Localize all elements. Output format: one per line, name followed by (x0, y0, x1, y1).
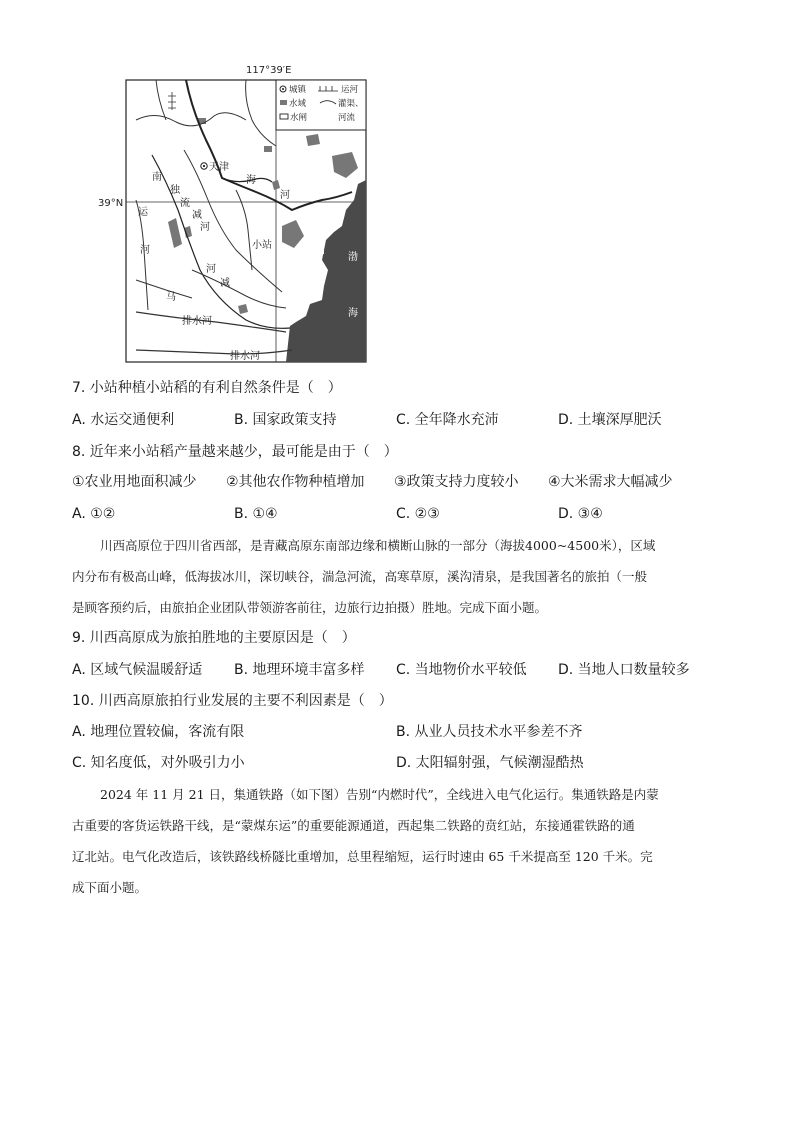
label-he-2: 河 (200, 222, 210, 233)
q9-option-a[interactable]: A. 区域气候温暖舒适 (72, 662, 203, 678)
q8-option-d[interactable]: D. ③④ (558, 506, 603, 522)
label-he-3: 河 (140, 245, 150, 256)
q8-item-3: ③政策支持力度较小 (394, 474, 519, 490)
q7-option-b[interactable]: B. 国家政策支持 (234, 412, 337, 428)
q9-option-b[interactable]: B. 地理环境丰富多样 (234, 662, 365, 678)
q8-option-a[interactable]: A. ①② (72, 506, 116, 522)
passage-jitong-railway (72, 779, 722, 903)
q10-option-d[interactable]: D. 太阳辐射强，气候潮湿酷热 (396, 755, 584, 771)
latitude-label: 39°N (98, 198, 124, 209)
label-paishuihe-1: 排水河 (182, 316, 212, 327)
label-jian-2: 减 (220, 278, 230, 289)
legend-irrigation-2: 河流 (338, 113, 356, 123)
q8-stem: 8. 近年来小站稻产量越来越少，最可能是由于（ ） (72, 444, 398, 460)
label-du: 独 (170, 185, 180, 196)
legend-city: 城镇 (289, 85, 307, 95)
q8-item-4: ④大米需求大幅减少 (548, 474, 673, 490)
map-svg (96, 60, 376, 365)
label-he-4: 河 (206, 264, 216, 275)
q10-option-b[interactable]: B. 从业人员技术水平参差不齐 (396, 724, 583, 740)
legend-sluice: 水闸 (290, 113, 308, 123)
label-paishuihe-2: 排水河 (230, 351, 260, 362)
label-bo: 渤 (348, 252, 358, 263)
q9-stem: 9. 川西高原成为旅拍胜地的主要原因是（ ） (72, 630, 356, 646)
longitude-label: 117°39′E (246, 65, 292, 76)
label-nan: 南 (152, 172, 162, 183)
q8-option-b[interactable]: B. ①④ (234, 506, 278, 522)
label-he-1: 河 (280, 190, 290, 201)
passage-1-line-1: 川西高原位于四川省西部，是青藏高原东南部边缘和横断山脉的一部分（海拔4000~4500米），区域 (100, 538, 656, 553)
passage-1-line-3: 是顾客预约后，由旅拍企业团队带领游客前往，边旅行边拍摄）胜地。完成下面小题。 (72, 600, 548, 615)
map-figure (96, 60, 376, 365)
q8-item-1: ①农业用地面积减少 (72, 474, 197, 490)
q10-option-a[interactable]: A. 地理位置较偏，客流有限 (72, 724, 245, 740)
passage-sichuan-plateau (72, 530, 722, 623)
label-ma: 马 (166, 292, 176, 303)
passage-2-line-1: 2024 年 11 月 21 日，集通铁路（如下图）告别“内燃时代”，全线进入电气化运行。集通铁路是内蒙 (100, 787, 659, 802)
passage-1-line-2: 内分布有极高山峰，低海拔冰川，深切峡谷，湍急河流，高寒草原，溪沟清泉，是我国著名的旅拍（一般 (72, 569, 648, 584)
legend-irrigation: 灌渠、 (338, 99, 364, 109)
water-body-2 (306, 134, 320, 146)
passage-2-line-2: 古重要的客货运铁路干线，是“蒙煤东运”的重要能源通道，西起集二铁路的贲红站，东接通霍铁路的通 (72, 818, 635, 833)
q8-option-c[interactable]: C. ②③ (396, 506, 440, 522)
label-hai-2: 海 (348, 308, 358, 319)
q10-option-c[interactable]: C. 知名度低，对外吸引力小 (72, 755, 245, 771)
label-jian: 减 (192, 210, 202, 221)
label-liu: 流 (180, 198, 190, 209)
q7-option-d[interactable]: D. 土壤深厚肥沃 (558, 412, 662, 428)
q9-option-d[interactable]: D. 当地人口数量较多 (558, 662, 690, 678)
q7-option-a[interactable]: A. 水运交通便利 (72, 412, 175, 428)
passage-2-line-4: 成下面小题。 (72, 880, 148, 895)
passage-2-line-3: 辽北站。电气化改造后，该铁路线桥隧比重增加，总里程缩短，运行时速由 65 千米提高至 120 千米。完 (72, 849, 653, 864)
label-yun: 运 (138, 207, 148, 218)
q9-option-c[interactable]: C. 当地物价水平较低 (396, 662, 527, 678)
water-body-3 (264, 146, 272, 152)
q10-stem: 10. 川西高原旅拍行业发展的主要不利因素是（ ） (72, 693, 393, 709)
legend-water: 水域 (289, 99, 307, 109)
label-xiaozhan: 小站 (252, 240, 272, 251)
label-hai-1: 海 (246, 175, 256, 186)
q7-option-c[interactable]: C. 全年降水充沛 (396, 412, 499, 428)
label-tianjin: 天津 (209, 162, 229, 173)
q7-stem: 7. 小站种植小站稻的有利自然条件是（ ） (72, 380, 342, 396)
legend-canal: 运河 (341, 85, 359, 95)
q8-item-2: ②其他农作物种植增加 (226, 474, 365, 490)
water-symbol (280, 100, 287, 105)
